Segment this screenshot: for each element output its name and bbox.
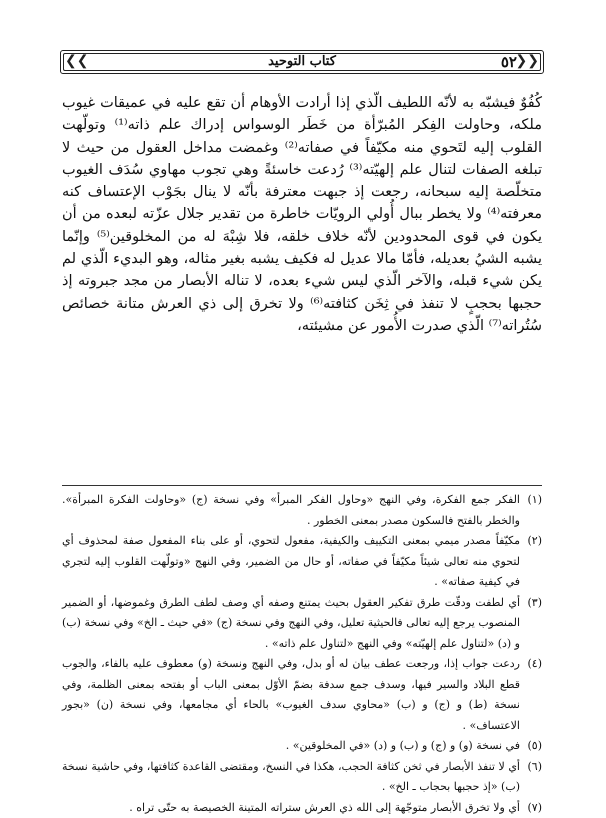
header-ornament-right-icon: ❯❯: [516, 53, 539, 69]
footnote-number: (٣): [527, 593, 542, 614]
footnote-number: (٢): [527, 531, 542, 552]
footnote-number: (٤): [527, 654, 542, 675]
footnote-divider: [62, 485, 542, 486]
footnote-6: [62, 757, 542, 798]
footnote-text: ردعت جواب إذا، ورجعت عطف بيان له أو بدل، وفي النهج ونسخة (و) معطوف عليه بالفاء، والجوب قطع البلاد والسير فيها، وسدف جمع سدفة بضمّ الأوّل بمعنى الباب أو بفتحه بمعنى الظلمة، وفي نسخة (ط) و (ج) و (ب) «محاوي سدف الغيوب» بالحاء أي مجامعها، وفي نسخة (ن) «بجور الاعتساف» .: [62, 657, 520, 732]
footnotes: [62, 490, 542, 818]
main-paragraph: كُفُوٌ فيشبّه به لأنّه اللطيف الّذي إذا أرادت الأوهام أن تقع عليه في عميقات غيوب ملكه، وحاولت الفِكر المُبرّأة من خَطَر الوسواس إدراك علم ذاته⁽¹⁾ وتولّهت القلوب إليه لتَحوي منه مكيّفاً في صفاته⁽²⁾ وغمضت مداخل العقول من حيث لا تبلغه الصفات لتنال علم إلهيّته⁽³⁾ رُدعت خاسئةً وهي تجوب مهاوي سُدَف الغيوب متخلّصة إليه سبحانه، رجعت إذ جبهت معترفة بأنّه لا ينال بجَوْب الإعتساف كنه معرفته⁽⁴⁾ ولا يخطر ببال أُولي الرويّات خاطرة من تقدير جلال عزّته لبعده من أن يكون في قوى المحدودين لأنّه خلاف خلقه، فلا شِبْهَ له من المخلوقين⁽⁵⁾ وإنّما يشبه الشيُ بعديله، فأمّا مالا عديل له فكيف يشبه بغير مثاله، وهو البديء الّذي لم يكن شيء قبله، والآخر الّذي ليس شيء بعده، لا تناله الأبصار من مجد جبروته إذ حجبها بحجبٍ لا تنفذ في ثِخَن كثافته⁽⁶⁾ ولا تخرق إلى ذي العرش متانة خصائص سُتُراته⁽⁷⁾ الّذي صدرت الأُمور عن مشيئته،: [62, 92, 542, 337]
footnote-7: [62, 798, 542, 818]
main-text-block: [62, 92, 542, 337]
footnote-1: [62, 490, 542, 531]
footnote-text: مكيّفاً مصدر ميمي بمعنى التكييف والكيفية، مفعول لتحوي، أو على بناء المفعول صفة لمحذوف أي لتحوي منه تعالى شيئاً مكيّفاً في صفاته، أو حال من الضمير، وفي النهج «وتولّهت القلوب إليه لتجري في كيفية صفاته» .: [62, 534, 520, 588]
footnote-5: [62, 736, 542, 757]
page-number: ٥٢: [501, 53, 517, 71]
footnote-text: في نسخة (و) و (ج) و (ب) و (د) «في المخلوقين» .: [286, 739, 520, 752]
footnote-text: أي لطفت ودقّت طرق تفكير العقول بحيث يمتنع وصفه أي وصف لطف الطرق وغموضها، أو الضمير المنصوب يرجع إليه تعالى فالحيثية تعليل، وفي النهج وفي نسخة (ج) «في حيث ـ الخ» وفي نسخة (ب) و (د) «لتناول علم إلهيّته» وفي النهج «لتناول علم ذاته» .: [62, 596, 520, 650]
footnote-number: (٦): [527, 757, 542, 778]
footnote-2: [62, 531, 542, 593]
footnote-4: [62, 654, 542, 736]
footnote-3: [62, 593, 542, 655]
footnote-number: (٥): [527, 736, 542, 757]
footnote-number: (١): [527, 490, 542, 511]
footnote-text: أي ولا تخرق الأبصار متوجّهة إلى الله ذي العرش ستراته المتينة الخصيصة به حتّى تراه .: [129, 801, 520, 814]
footnote-number: (٧): [527, 798, 542, 818]
running-header: [60, 50, 544, 74]
header-ornament-left-icon: ❮❮: [65, 53, 88, 69]
footnote-text: أي لا تنفذ الأبصار في ثخن كثافة الحجب، هكذا في النسخ، ومقتضى القاعدة كثافتها، وفي حاشية نسخة (ب) «إذ حجبها بحجاب ـ الخ» .: [62, 760, 520, 794]
footnote-text: الفكر جمع الفكرة، وفي النهج «وحاول الفكر المبرأ» وفي نسخة (ج) «وحاولت الفكرة المبرأة». والخطر بالفتح فالسكون مصدر بمعنى الخطور .: [62, 493, 520, 527]
book-title: كتاب التوحيد: [61, 54, 543, 70]
